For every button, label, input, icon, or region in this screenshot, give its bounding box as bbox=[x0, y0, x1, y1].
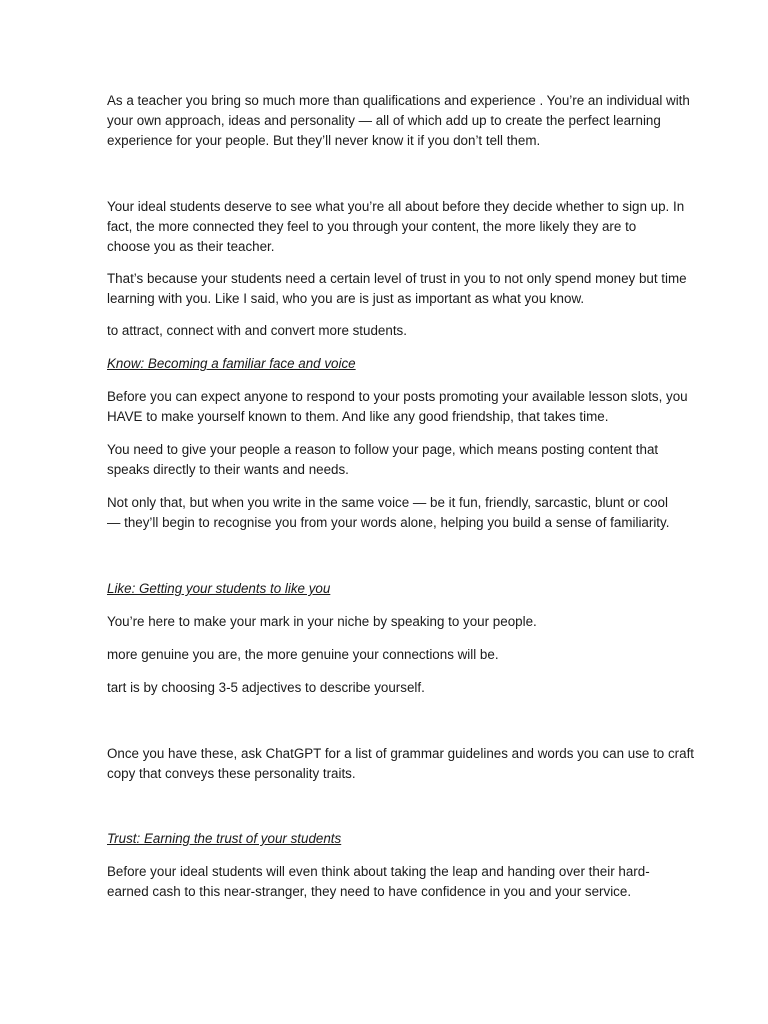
paragraph-intro: As a teacher you bring so much more than qualifications and experience . You’re an individual with your own approach, ideas and personality — all of which add up to create the perfect learning experience for your people. But they’ll never know it if you don’t tell them. bbox=[107, 93, 690, 148]
heading-trust: Trust: Earning the trust of your students bbox=[107, 831, 342, 846]
paragraph-attract: to attract, connect with and convert more students. bbox=[107, 323, 407, 338]
paragraph-leap: Before your ideal students will even think about taking the leap and handing over their hard- earned cash to this near-stranger, they need to have confidence in you and your service. bbox=[107, 864, 650, 899]
paragraph-before-expect: Before you can expect anyone to respond to your posts promoting your available lesson slots, you HAVE to make yourself known to them. And like any good friendship, that takes time. bbox=[107, 389, 688, 424]
heading-know: Know: Becoming a familiar face and voice bbox=[107, 356, 356, 371]
paragraph-chatgpt: Once you have these, ask ChatGPT for a list of grammar guidelines and words you can use to craft copy that conveys these personality traits. bbox=[107, 746, 695, 781]
heading-like: Like: Getting your students to like you bbox=[107, 581, 331, 596]
paragraph-ideal-students: Your ideal students deserve to see what you’re all about before they decide whether to sign up. In fact, the more connected they feel to you through your content, the more likely they are to choose you as their teacher. bbox=[107, 199, 685, 254]
paragraph-genuine: more genuine you are, the more genuine your connections will be. bbox=[107, 647, 499, 662]
paragraph-adjectives: tart is by choosing 3-5 adjectives to describe yourself. bbox=[107, 680, 425, 695]
paragraph-reason-follow: You need to give your people a reason to follow your page, which means posting content that speaks directly to their wants and needs. bbox=[107, 442, 659, 477]
paragraph-trust-level: That’s because your students need a certain level of trust in you to not only spend money but time learning with you. Like I said, who you are is just as important as what you know. bbox=[107, 271, 687, 306]
paragraph-make-mark: You’re here to make your mark in your niche by speaking to your people. bbox=[107, 614, 537, 629]
paragraph-same-voice: Not only that, but when you write in the same voice — be it fun, friendly, sarcastic, blunt or cool — they’ll begin to recognise you from your words alone, helping you build a sense of familiarity. bbox=[107, 495, 670, 530]
